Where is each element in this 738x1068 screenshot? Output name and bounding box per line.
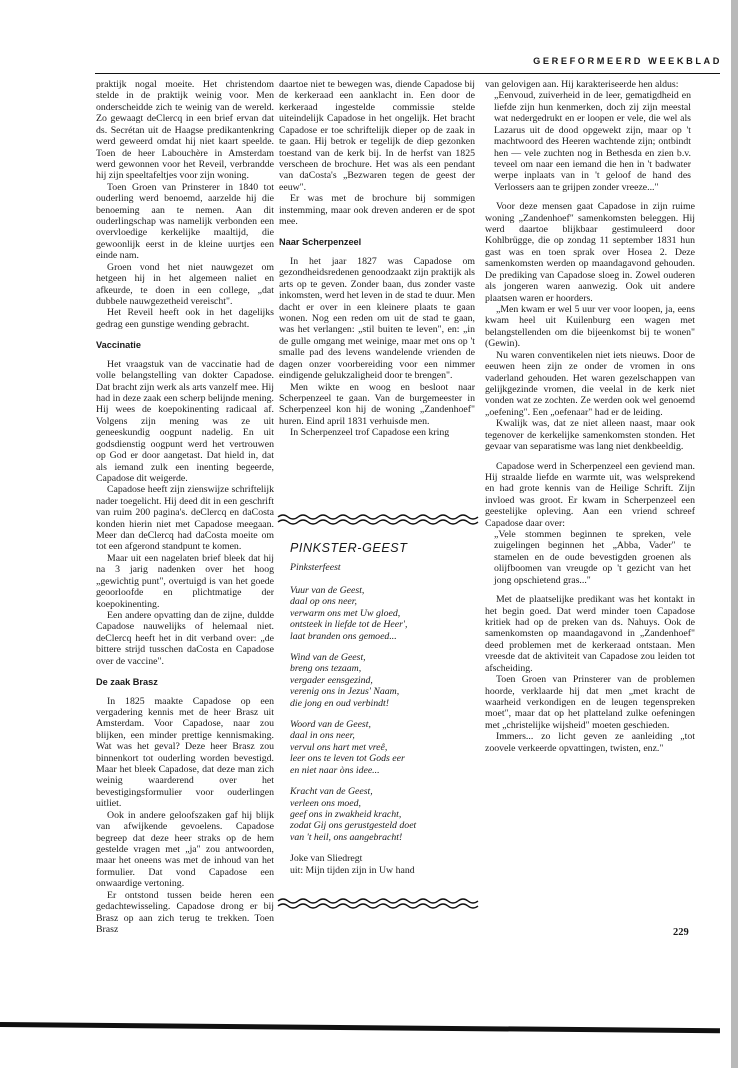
paragraph: Immers... zo licht geven ze aanleiding „tot zoovele verkeerde opvattingen, twisten, enz." (485, 731, 695, 754)
paragraph: Er was met de brochure bij sommigen instemming, maar ook dreven anderen er de spot mee. (279, 193, 475, 228)
paragraph: Capadose heeft zijn zienswijze schriftelijk nader toegelicht. Hij deed dit in een geschrift van ruim 200 pagina's. deClercq en daCosta konden hierin niet met Capadose meegaan. Meer dan deClercq had daCosta moeite om tot een afgerond standpunt te komen. (96, 484, 274, 553)
paragraph: Toen Groen van Prinsterer in 1840 tot ouderling werd benoemd, aarzelde hij die benoeming aan te nemen. Aan dit ouderlingschap was namelijk verbonden een overvloedige kerkelijke maaltijd, die gewoonlijk eerst in de kleine uurtjes een einde nam. (96, 181, 274, 262)
poem-line: Wind van de Geest, (290, 651, 366, 663)
paragraph: „Men kwam er wel 5 uur ver voor loopen, ja, eens kwam heel uit Kuilenburg een wagen met belangstellenden om die bijeenkomst bij te wonen" (Gewin). (485, 304, 695, 350)
poem-line: zodat Gij ons gerustgesteld doet (290, 820, 417, 832)
poem-line: laat branden ons gemoed... (290, 630, 397, 642)
paragraph: van gelovigen aan. Hij karakteriseerde hen aldus: (485, 79, 679, 90)
scan-edge (731, 0, 738, 1068)
running-header: GEREFORMEERD WEEKBLAD (533, 56, 722, 66)
poem-line: van 't heil, ons aangebracht! (290, 831, 403, 843)
blockquote: „Vele stommen beginnen te spreken, vele zuigelingen beginnen het „Abba, Vader" te stamelen en de oude bevestigden groenen als olijfboomen van vreugde op 't gezicht van het jong opschietend gras..." (494, 529, 691, 586)
poem-line: en niet naar òns idee... (290, 764, 380, 776)
poem-stanza-3 (290, 719, 475, 776)
paragraph: In Scherpenzeel trof Capadose een kring (290, 427, 450, 439)
poem-box (290, 543, 475, 876)
paragraph: Er ontstond tussen beide heren een gedachtewisseling. Capadose drong er bij Brasz op aan zich terug te trekken. Toen Brasz (96, 889, 274, 935)
paragraph: Ook in andere geloofszaken gaf hij blijk van afwijkende gevoelens. Capadose begreep dat deze heer straks op de hem gestelde vragen met „ja" zou antwoorden, maar het oneens was met de inhoud van het formulier. Dat vond Capadose een onwaardige vertoning. (96, 809, 274, 890)
column-3 (485, 79, 695, 754)
poem-line: breng ons tezaam, (290, 663, 362, 675)
paragraph: Capadose werd in Scherpenzeel een geviend man. Hij straalde liefde en warmte uit, was welsprekend en had grote kennis van de Heilige Schrift. Zijn invloed was groot. Er kwam in Scherpenzeel een geestelijke opleving. Aan een vriend schreef Capadose daar over: (485, 460, 695, 529)
poem-line: ontsteek in liefde tot de Heer', (290, 619, 408, 631)
poem-line: Woord van de Geest, (290, 719, 371, 731)
poem-line: die jong en oud verbindt! (290, 697, 390, 709)
paragraph: Kwalijk was, dat ze niet alleen naast, maar ook tegenover de kerkelijke samenkomsten stonden. Het gevaar van separatisme was lang niet denkbeeldig. (485, 418, 695, 453)
paragraph: Men wikte en woog en besloot naar Scherpenzeel te gaan. Van de burgemeester in Scherpenzeel kon hij de woning „Zandenhoef" huren. Eind april 1831 verhuisde men. (279, 381, 475, 427)
paragraph: Nu waren conventikelen niet iets nieuws. Door de eeuwen heen zijn ze onder de vromen in ons vaderland gehouden. Het waren gezelschappen van gelijkgezinde vromen, die veelal in de kerk niet vonden wat ze zochten. Ze werden ook wel genoemd „oefening". Een „oefenaar" had er de leiding. (485, 349, 695, 418)
section-heading-brasz: De zaak Brasz (96, 677, 158, 688)
paragraph: Toen Groen van Prinsterer van de problemen hoorde, verklaarde hij dat men „met kracht de waarheid verkondigen en de leugen tegenspreken moet", maar dat op het platteland zulke oefeningen met „christelijke wijsheid" moeten geschieden. (485, 674, 695, 731)
poem-line: daal op ons neer, (290, 596, 357, 608)
paragraph: Groen vond het niet nauwgezet om hetgeen hij in het algemeen naliet en afkeurde, te doen in een college, „dat dubbele nauwgezetheid vereischt". (96, 261, 274, 308)
poem-line: Kracht van de Geest, (290, 786, 373, 798)
poem-line: verleen ons moed, (290, 797, 362, 809)
poem-stanza-1 (290, 585, 475, 642)
poem-subtitle: Pinksterfeest (290, 562, 341, 574)
poem-author: Joke van Sliedregt (290, 853, 363, 865)
column-1 (96, 79, 274, 935)
poem-line: geef ons in zwakheid kracht, (290, 809, 402, 821)
poem-title: PINKSTER-GEEST (290, 541, 408, 555)
poem-line: daal in ons neer, (290, 730, 355, 742)
paragraph: In het jaar 1827 was Capadose om gezondheidsredenen genoodzaakt zijn praktijk als arts op te geven. Zonder baan, dus zonder vaste inkomsten, werd het leven in de stad te duur. Men dacht er over in een kleinere plaats te gaan wonen. Nog een reden om uit de stad te gaan, was het verlangen: „stil buiten te leven", en: „in de gulle omgang met weinige, maar met ons op 't smalle pad des levens wandelende vrienden de dagen onzer voorbereiding voor een nimmer eindigende gelukzaligheid door te brengen". (279, 255, 475, 382)
paragraph: Met de plaatselijke predikant was het kontakt in het begin goed. Dat werd minder toen Capadose kritiek had op de preken van ds. Nahuys. Ook de samenkomsten op maandagavond in „Zandenhoef" deed problemen met de kerkeraad ontstaan. Men vreesde dat de aktiviteit van Capadose zou leiden tot afscheiding. (485, 594, 695, 674)
poem-line: vergader eensgezind, (290, 674, 373, 686)
poem-line: verwarm ons met Uw gloed, (290, 607, 401, 619)
paragraph: Maar uit een nagelaten brief bleek dat hij na 3 jarig nadenken over het hoog „gewichtig punt", overtuigd is van het goede geoorloofde en plichtmatige der koepokinenting. (96, 552, 274, 610)
column-2 (279, 79, 475, 439)
paragraph: In 1825 maakte Capadose op een vergadering kennis met de heer Brasz uit Amsterdam. Voor Capadose, naar zou blijken, een minder prettige kennismaking. Wat was het geval? Deze heer Brasz zou binnenkort tot ouderling worden bevestigd. Maar het bleek Capadose, dat deze man zich weinig waarderend over het bevestigingsformulier voor ouderlingen uitliet. (96, 695, 274, 810)
poem-source: uit: Mijn tijden zijn in Uw hand (290, 864, 415, 876)
poem-line: leer ons te leven tot Gods eer (290, 753, 405, 765)
page-number: 229 (673, 927, 689, 938)
paragraph: Voor deze mensen gaat Capadose in zijn ruime woning „Zandenhoef" samenkomsten beleggen. Hij werd daartoe blijkbaar gestimuleerd door Kohlbrügge, die op zondag 11 september 1831 hun gast was en toen sprak over Hosea 2. Deze samenkomsten werden op maandagavond gehouden. De prediking van Capadose sloeg in. Zowel ouderen als jongeren waren aanwezig. Ook uit andere plaatsen waren er hoorders. (485, 201, 695, 304)
header-rule (95, 73, 720, 74)
section-heading-vaccinatie: Vaccinatie (96, 340, 141, 351)
paragraph: Het vraagstuk van de vaccinatie had de volle belangstelling van dokter Capadose. Dat bracht zijn werk als arts vanzelf mee. Hij had in deze zaak een scherp belijnde mening. Hij wees de koepokinenting radicaal af. Volgens zijn mening was ze uit geneeskundig oogpunt nadelig. En uit godsdienstig oogpunt werd het vertrouwen op God er door aangetast. Dat hield in, dat als iemand zulk een inenting begeerde, Capadose dit weigerde. (96, 358, 274, 484)
paragraph: Een andere opvatting dan de zijne, duldde Capadose nauwelijks of helemaal niet. deClercq heeft het in dit verband over: „de bittere strijd tusschen daCosta en Capadose over de vaccine". (96, 609, 274, 667)
scan-bottom-line (0, 1022, 720, 1033)
poem-stanza-2 (290, 652, 475, 709)
paragraph: daartoe niet te bewegen was, diende Capadose bij de kerkeraad een aanklacht in. Een door de kerkeraad ingestelde commissie stelde uiteindelijk Capadose in het ongelijk. Het bracht Capadose er toe schriftelijk dieper op de zaak in te gaan. Hij betrok er tegelijk de diep gezonken toestand van de kerk bij. In de herfst van 1825 verscheen de brochure. Het was als een pendant van daCosta's „Bezwaren tegen de geest der eeuw". (279, 79, 475, 193)
paragraph: praktijk nogal moeite. Het christendom stelde in de praktijk weinig voor. Men onderscheidde zich te weinig van de wereld. Zo gewaagt deClercq in een brief ervan dat ds. Secrétan uit de Haagse predikantenkring werd geweerd omdat hij niet kaart speelde. Toen de heer Labouchère in Amsterdam werd gewonnen voor het Reveil, verbrandde hij zijn speeltafeltjes voor zijn woning. (96, 79, 274, 182)
wave-divider-bottom (276, 897, 481, 911)
poem-line: Vuur van de Geest, (290, 584, 365, 596)
section-heading-scherpenzeel: Naar Scherpenzeel (279, 237, 362, 248)
poem-line: verenig ons in Jezus' Naam, (290, 686, 400, 698)
blockquote: „Eenvoud, zuiverheid in de leer, gematigdheid en liefde zijn hun kenmerken, doch zij zijn meestal wat nedergedrukt en er loopen er vele, die wel als Lazarus uit de dood opgewekt zijn, maar op 't machtwoord des Heeren wachtende zijn; ontbindt hen — vele zuchten nog in Bethesda en zien b.v. teveel om naar een iemand die hen in 't badwater werpe inplaats van in 't geloof de hand des Verlossers aan te grijpen zonder vreeze..." (494, 90, 691, 193)
poem-stanza-4 (290, 786, 475, 843)
wave-divider-top (276, 513, 481, 527)
poem-line: vervul ons hart met vreê, (290, 741, 388, 753)
paragraph: Het Reveil heeft ook in het dagelijks gedrag een gunstige wending gebracht. (96, 307, 274, 330)
